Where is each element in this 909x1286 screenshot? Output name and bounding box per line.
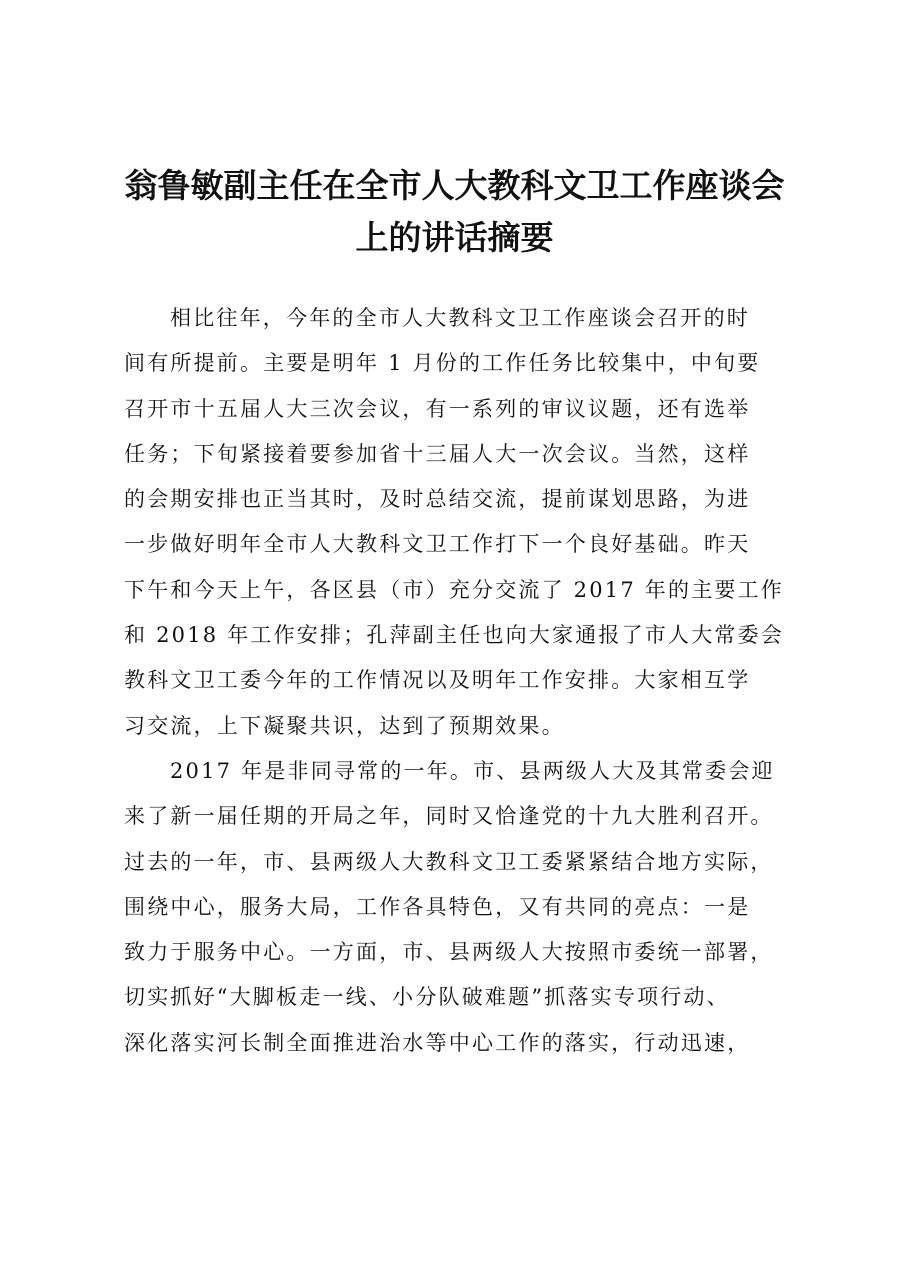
- text-line: 和 2018 年工作安排；孔萍副主任也向大家通报了市人大常委会: [124, 623, 784, 648]
- text-line: 深化落实河长制全面推进治水等中心工作的落实，行动迅速，: [124, 1030, 751, 1055]
- document-body: [124, 296, 804, 1066]
- paragraph-1: [124, 296, 804, 749]
- title-line-1: 翁鲁敏副主任在全市人大教科文卫工作座谈会: [124, 166, 785, 205]
- text-line: 来了新一届任期的开局之年，同时又恰逢党的十九大胜利召开。: [124, 804, 774, 829]
- document-title: [110, 160, 799, 264]
- text-line: 过去的一年，市、县两级人大教科文卫工委紧紧结合地方实际，: [124, 849, 774, 874]
- title-line-2: 上的讲话摘要: [355, 218, 554, 257]
- text-line: 任务；下旬紧接着要参加省十三届人大一次会议。当然，这样: [124, 441, 751, 466]
- text-line: 教科文卫工委今年的工作情况以及明年工作安排。大家相互学: [124, 668, 751, 693]
- text-line: 下午和今天上午，各区县（市）充分交流了 2017 年的主要工作: [124, 577, 784, 602]
- text-line: 一步做好明年全市人大教科文卫工作打下一个良好基础。昨天: [124, 532, 751, 557]
- paragraph-2: [124, 749, 804, 1066]
- text-line: 相比往年，今年的全市人大教科文卫工作座谈会召开的时: [170, 306, 750, 330]
- text-line: 围绕中心，服务大局，工作各具特色，又有共同的亮点：一是: [124, 894, 751, 919]
- text-line: 间有所提前。主要是明年 1 月份的工作任务比较集中，中旬要: [124, 351, 761, 376]
- text-line: 召开市十五届人大三次会议，有一系列的审议议题，还有选举: [124, 396, 751, 421]
- text-line: 习交流，上下凝聚共识，达到了预期效果。: [124, 713, 565, 738]
- text-line: 切实抓好“大脚板走一线、小分队破难题”抓落实专项行动、: [124, 985, 730, 1010]
- text-line: 致力于服务中心。一方面，市、县两级人大按照市委统一部署，: [124, 940, 774, 965]
- text-line: 2017 年是非同寻常的一年。市、县两级人大及其常委会迎: [170, 758, 775, 783]
- text-line: 的会期安排也正当其时，及时总结交流，提前谋划思路，为进: [124, 487, 751, 512]
